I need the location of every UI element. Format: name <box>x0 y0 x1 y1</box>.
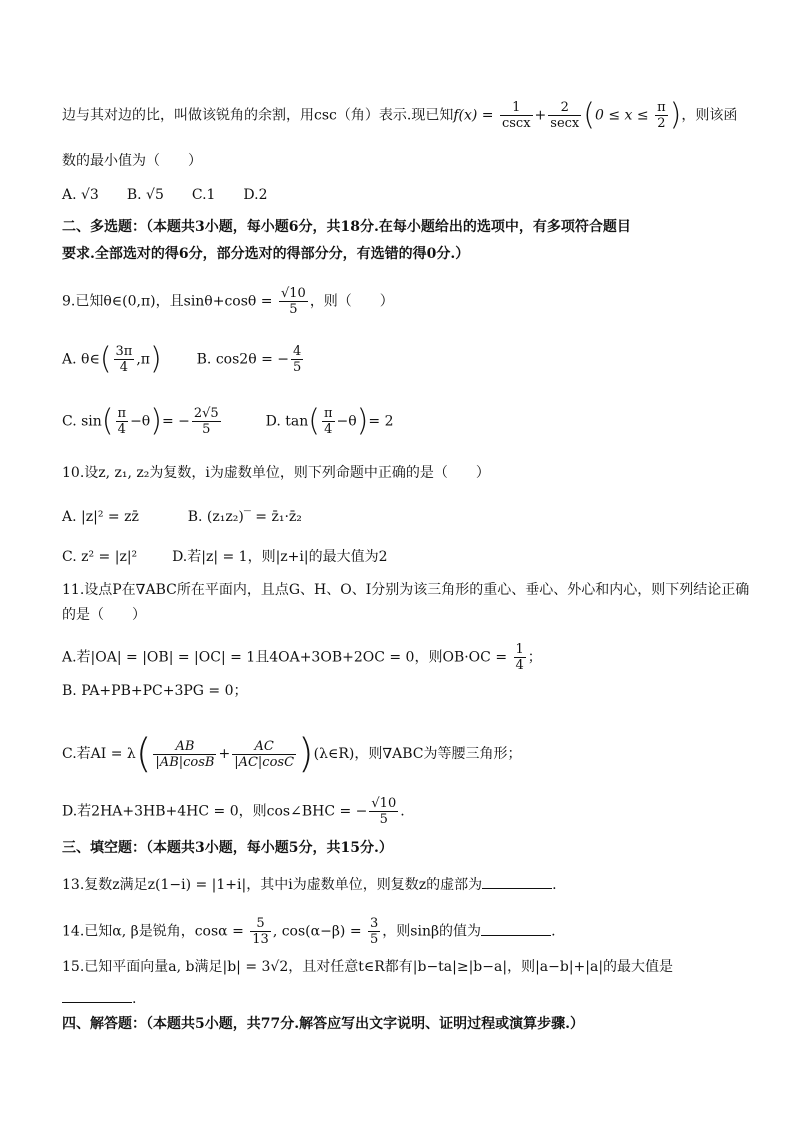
q9-c-rfrac: $\frac{2√5}{5}$ <box>193 406 219 437</box>
q15: 15.已知平面向量a, b满足|b| = 3√2，且对任意t∈R都有|b−ta|≥|b−a|，则|a−b|+|a|的最大值是 <box>62 959 674 975</box>
q14-frac-2: $\frac{3}{5}$ <box>370 916 379 947</box>
q11-option-c: C.若AI = λ( $\frac{AB}{|AB|\cos B}$ + $\frac{AC}{|AC|\cos C}$ )(λ∈R)，则∇ABC为等腰三角形； <box>62 731 522 777</box>
q14: 14.已知α, β是锐角，cosα = $\frac{5}{13}$ , cos(α−β) = $\frac{3}{5}$ ，则sinβ的值为 . <box>62 916 556 947</box>
q11-option-a: A.若|OA| = |OB| = |OC| = 1且4OA+3OB+2OC = 0，则OB·OC = $\frac{1}{4}$ ； <box>62 642 542 673</box>
q14-answer-blank[interactable] <box>481 923 551 936</box>
q9-a-frac: $\frac{3\pi}{4}$ <box>115 344 133 375</box>
q9-stem-frac: $\frac{√10}{5}$ <box>280 286 306 317</box>
section2-heading: 二、多选题：（本题共3小题，每小题6分，共18分.在每小题给出的选项中，有多项符合题目 <box>62 219 631 235</box>
q11-a-frac: $\frac{1}{4}$ <box>515 642 524 673</box>
q15-answer-blank[interactable] <box>62 990 132 1003</box>
q8-frac-1: $\frac{1}{\csc x}$ <box>501 100 531 131</box>
q10-options-ab: A. |z|² = zz̄ B. (z₁z₂)‾ = z̄₁·z̄₂ <box>62 509 302 525</box>
q11-d-frac: $\frac{√10}{5}$ <box>371 796 397 827</box>
section2-heading-2: 要求.全部选对的得6分，部分选对的得部分分，有选错的得0分.） <box>62 246 470 262</box>
q10-stem: 10.设z, z₁, z₂为复数，i为虚数单位，则下列命题中正确的是（ ） <box>62 465 490 481</box>
q13-answer-blank[interactable] <box>482 876 552 889</box>
q9-options-ab: A. θ∈( $\frac{3\pi}{4}$ ,π) B. cos2θ = − $\frac{4}{5}$ <box>62 341 302 377</box>
q9-options-cd: C. sin( $\frac{\pi}{4}$ −θ)= − $\frac{2√5}{5}$ D. tan( $\frac{\pi}{4}$ −θ)= 2 <box>62 403 394 439</box>
q11-option-b: B. PA+PB+PC+3PG = 0； <box>62 683 248 699</box>
q8-line1: 边与其对边的比，叫做该锐角的余割，用csc（角）表示.现已知f(x) = $\frac{1}{\csc x}$ + $\frac{2}{\sec x}$ (0 ≤ x ≤ $\frac{\pi}{2}$ )，则该函 <box>62 97 738 133</box>
q11-option-d: D.若2HA+3HB+4HC = 0，则cos∠BHC = − $\frac{√10}{5}$ . <box>62 796 405 827</box>
q8-frac-2: $\frac{2}{\sec x}$ <box>550 100 580 131</box>
q14-frac-1: $\frac{5}{13}$ <box>252 916 269 947</box>
q9-c-frac: $\frac{\pi}{4}$ <box>117 406 127 437</box>
q9-d-frac: $\frac{\pi}{4}$ <box>323 406 333 437</box>
q11-c-frac-2: $\frac{AC}{|AC|\cos C}$ <box>234 738 295 770</box>
q8-options: A. √3 B. √5 C.1 D.2 <box>62 187 268 203</box>
q9-stem: 9.已知θ∈(0,π)，且sinθ+cosθ = $\frac{√10}{5}$ ，则（ ） <box>62 286 394 317</box>
q10-options-cd: C. z² = |z|² D.若|z| = 1，则|z+i|的最大值为2 <box>62 549 388 565</box>
q8-line2: 数的最小值为（ ） <box>62 153 202 169</box>
section4-heading: 四、解答题：（本题共5小题，共77分.解答应写出文字说明、证明过程或演算步骤.） <box>62 1016 584 1032</box>
q11-stem-2: 的是（ ） <box>62 607 146 623</box>
section3-heading: 三、填空题：（本题共3小题，每小题5分，共15分.） <box>62 840 393 856</box>
q8-frac-3: $\frac{\pi}{2}$ <box>657 100 666 131</box>
q11-stem-1: 11.设点P在∇ABC所在平面内，且点G、H、O、I分别为该三角形的重心、垂心、外心和内心，则下列结论正确 <box>62 582 750 598</box>
q11-c-frac-1: $\frac{AB}{|AB|\cos B}$ <box>155 738 215 770</box>
q13: 13.复数z满足z(1−i) = |1+i|，其中i为虚数单位，则复数z的虚部为 . <box>62 877 557 893</box>
q9-b-frac: $\frac{4}{5}$ <box>292 344 302 375</box>
q15-blank-line: . <box>62 990 136 1006</box>
